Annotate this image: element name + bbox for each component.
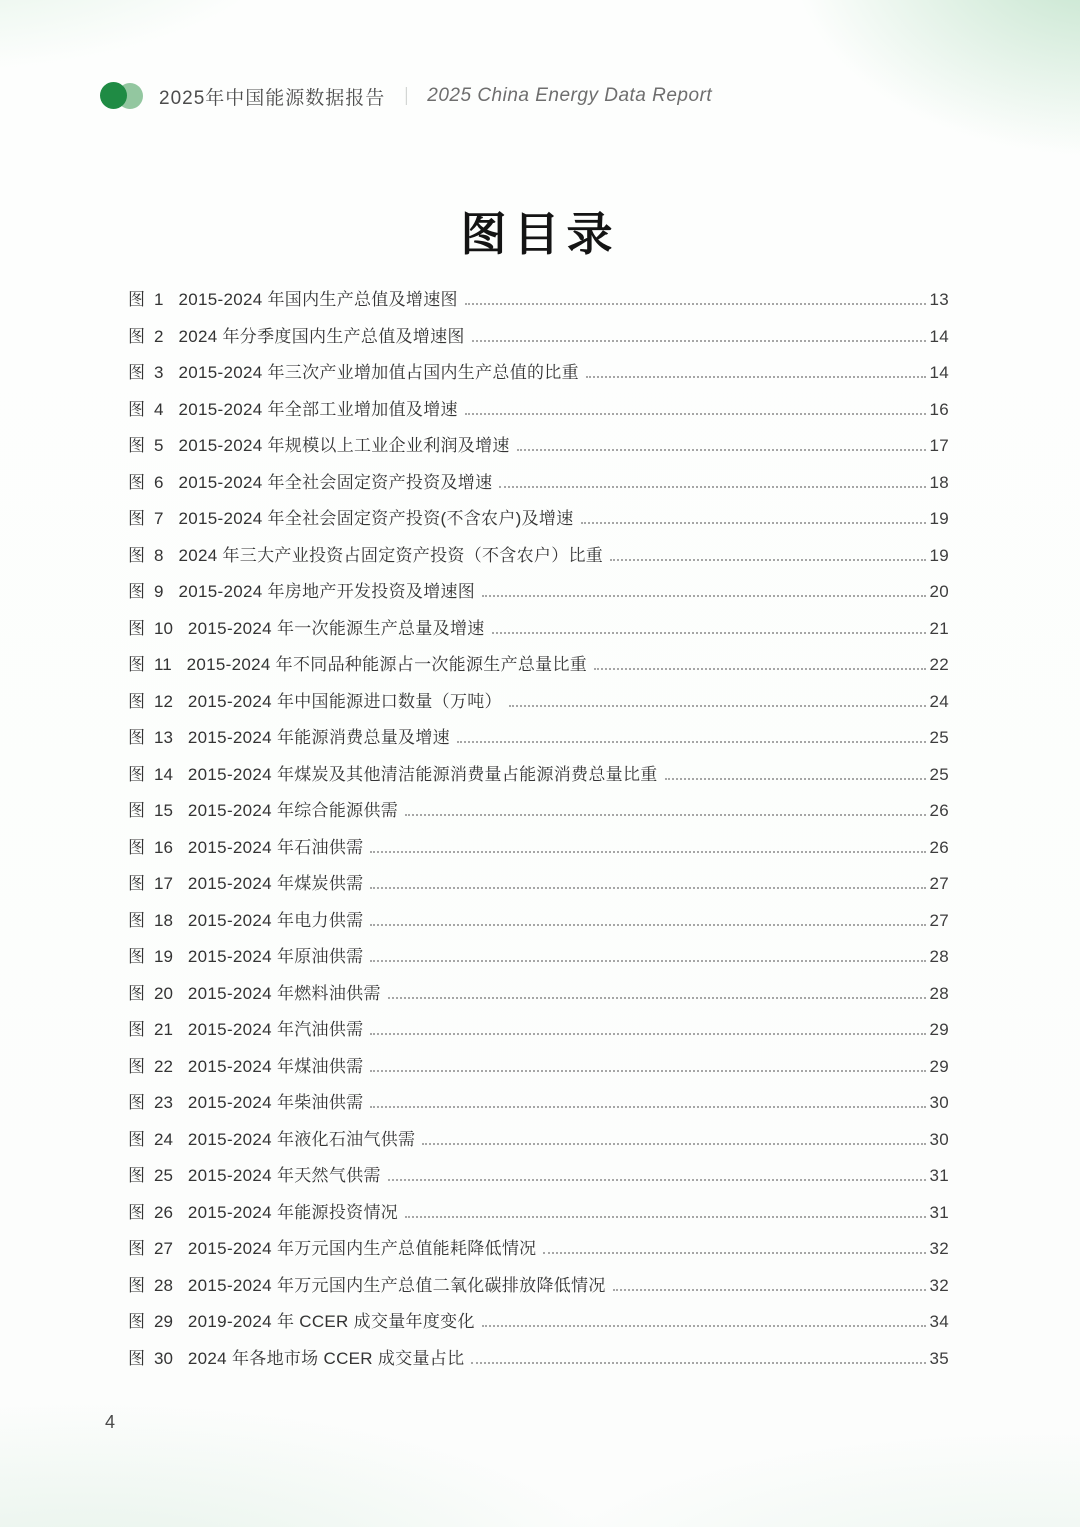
toc-entry-title: 2024 年分季度国内生产总值及增速图	[178, 326, 465, 346]
toc-entry-number: 24	[154, 1129, 173, 1149]
toc-entry-prefix: 图	[128, 728, 145, 747]
toc-entry-number: 13	[154, 728, 173, 747]
report-logo-icon	[100, 82, 144, 110]
toc-entry-prefix: 图	[128, 509, 145, 528]
toc-entry-page-number: 29	[929, 1056, 949, 1076]
toc-entry	[128, 757, 949, 794]
toc-entry-prefix: 图	[128, 1056, 145, 1076]
toc-entry	[128, 647, 949, 684]
dot-leader	[472, 340, 927, 342]
toc-entry-title: 2015-2024 年三次产业增加值占国内生产总值的比重	[178, 363, 579, 382]
toc-entry-prefix: 图	[128, 399, 145, 419]
toc-entry	[128, 611, 949, 648]
toc-entry-page-number: 17	[929, 436, 949, 455]
toc-entry-page-number: 25	[929, 728, 949, 747]
toc-entry-title: 2015-2024 年能源消费总量及增速	[187, 728, 450, 747]
toc-entry-title: 2015-2024 年煤炭及其他清洁能源消费量占能源消费总量比重	[187, 764, 658, 784]
toc-entry-title: 2015-2024 年规模以上工业企业利润及增速	[178, 436, 510, 455]
toc-entry-prefix: 图	[128, 1239, 145, 1258]
toc-entry-prefix: 图	[128, 764, 145, 784]
dot-leader	[370, 1033, 926, 1035]
dot-leader	[370, 1106, 926, 1108]
toc-entry	[128, 1049, 949, 1086]
dot-leader	[509, 705, 927, 707]
toc-entry	[128, 830, 949, 867]
toc-entry-title: 2015-2024 年液化石油气供需	[187, 1129, 416, 1149]
toc-entry-page-number: 28	[929, 947, 949, 966]
toc-entry-prefix: 图	[128, 326, 145, 346]
toc-entry-title: 2015-2024 年天然气供需	[187, 1166, 381, 1185]
toc-entry-prefix: 图	[128, 947, 145, 966]
toc-entry-number: 10	[154, 618, 173, 638]
dot-leader	[405, 814, 926, 816]
toc-entry-number: 12	[154, 691, 173, 711]
toc-entry-prefix: 图	[128, 910, 145, 930]
toc-entry-number: 17	[154, 874, 173, 893]
dot-leader	[586, 376, 927, 378]
toc-entry-page-number: 34	[929, 1312, 949, 1331]
toc-entry-page-number: 24	[929, 691, 949, 711]
toc-entry-number: 29	[154, 1312, 173, 1331]
dot-leader	[465, 303, 927, 305]
toc-entry	[128, 1158, 949, 1195]
toc-entry-page-number: 30	[929, 1129, 949, 1149]
toc-entry	[128, 355, 949, 392]
toc-entry-page-number: 29	[929, 1020, 949, 1039]
toc-entry-number: 18	[154, 910, 173, 930]
toc-entry-page-number: 27	[929, 874, 949, 893]
dot-leader	[370, 851, 926, 853]
toc-entry-number: 21	[154, 1020, 173, 1039]
toc-entry-prefix: 图	[128, 1166, 145, 1185]
dot-leader	[581, 522, 927, 524]
dot-leader	[482, 595, 926, 597]
dot-leader	[482, 1325, 927, 1327]
toc-entry-title: 2015-2024 年全部工业增加值及增速	[178, 399, 458, 419]
toc-entry-title: 2015-2024 年中国能源进口数量（万吨）	[187, 691, 502, 711]
toc-entry	[128, 793, 949, 830]
toc-entry-number: 25	[154, 1166, 173, 1185]
dot-leader	[388, 1179, 927, 1181]
logo-dark-circle-icon	[100, 82, 127, 109]
toc-entry	[128, 392, 949, 429]
dot-leader	[492, 632, 927, 634]
toc-entry-page-number: 28	[929, 983, 949, 1003]
toc-entry	[128, 465, 949, 502]
toc-entry	[128, 1231, 949, 1268]
dot-leader	[388, 997, 927, 999]
toc-entry-number: 28	[154, 1275, 173, 1295]
report-header	[100, 82, 712, 110]
toc-entry-prefix: 图	[128, 801, 145, 820]
toc-entry-title: 2015-2024 年燃料油供需	[187, 983, 381, 1003]
toc-entry-page-number: 26	[929, 801, 949, 820]
page-title: 图目录	[460, 208, 620, 260]
toc-entry-page-number: 31	[929, 1202, 949, 1222]
toc-entry-page-number: 32	[929, 1275, 949, 1295]
toc-entry-prefix: 图	[128, 1129, 145, 1149]
dot-leader	[543, 1252, 926, 1254]
header-separator: ｜	[397, 87, 416, 107]
dot-leader	[594, 668, 926, 670]
toc-entry	[128, 574, 949, 611]
toc-entry-number: 1	[154, 290, 164, 309]
toc-entry-number: 2	[154, 326, 164, 346]
toc-entry-page-number: 21	[929, 618, 949, 638]
toc-entry	[128, 976, 949, 1013]
dot-leader	[471, 1362, 926, 1364]
dot-leader	[405, 1216, 926, 1218]
toc-entry-title: 2019-2024 年 CCER 成交量年度变化	[187, 1312, 475, 1331]
dot-leader	[665, 778, 927, 780]
toc-entry-title: 2015-2024 年一次能源生产总量及增速	[187, 618, 485, 638]
toc-entry-prefix: 图	[128, 983, 145, 1003]
toc-entry-prefix: 图	[128, 837, 145, 857]
toc-entry-number: 22	[154, 1056, 173, 1076]
toc-entry	[128, 282, 949, 319]
toc-entry-number: 14	[154, 764, 173, 784]
toc-entry	[128, 428, 949, 465]
dot-leader	[370, 924, 926, 926]
report-title-en: 2025 China Energy Data Report	[427, 85, 713, 106]
dot-leader	[499, 486, 926, 488]
toc-entry-prefix: 图	[128, 363, 145, 382]
toc-entry-title: 2015-2024 年煤油供需	[187, 1056, 364, 1076]
toc-entry-prefix: 图	[128, 1093, 145, 1112]
toc-entry	[128, 1085, 949, 1122]
toc-entry-number: 26	[154, 1202, 173, 1222]
toc-entry	[128, 501, 949, 538]
toc-entry-title: 2015-2024 年全社会固定资产投资(不含农户)及增速	[178, 509, 574, 528]
dot-leader	[613, 1289, 927, 1291]
toc-entry	[128, 939, 949, 976]
toc-entry-page-number: 19	[929, 509, 949, 528]
dot-leader	[465, 413, 927, 415]
toc-entry-title: 2015-2024 年汽油供需	[187, 1020, 364, 1039]
toc-entry-number: 8	[154, 545, 164, 565]
toc-entry-page-number: 14	[929, 363, 949, 382]
toc-entry-prefix: 图	[128, 691, 145, 711]
toc-entry	[128, 1195, 949, 1232]
toc-entry-title: 2015-2024 年石油供需	[187, 837, 364, 857]
toc-entry-prefix: 图	[128, 1202, 145, 1222]
footer-page-number: 4	[105, 1412, 116, 1432]
toc-entry-title: 2015-2024 年能源投资情况	[187, 1202, 399, 1222]
toc-entry-prefix: 图	[128, 1348, 145, 1368]
toc-entry-prefix: 图	[128, 874, 145, 893]
toc-entry-number: 5	[154, 436, 164, 455]
report-title-zh: 2025年中国能源数据报告	[159, 87, 386, 109]
toc-entry-number: 9	[154, 582, 164, 601]
toc-entry-number: 30	[154, 1348, 173, 1368]
toc-entry-title: 2015-2024 年万元国内生产总值能耗降低情况	[187, 1239, 537, 1258]
toc-entry-title: 2015-2024 年万元国内生产总值二氧化碳排放降低情况	[187, 1275, 606, 1295]
toc-entry-prefix: 图	[128, 472, 145, 492]
dot-leader	[370, 1070, 926, 1072]
toc-entry-title: 2015-2024 年柴油供需	[187, 1093, 364, 1112]
toc-entry-title: 2024 年三大产业投资占固定资产投资（不含农户）比重	[178, 545, 604, 565]
dot-leader	[457, 741, 927, 743]
toc-entry-page-number: 32	[929, 1239, 949, 1258]
dot-leader	[610, 559, 926, 561]
toc-entry-title: 2015-2024 年综合能源供需	[187, 801, 399, 820]
toc-entry-title: 2015-2024 年煤炭供需	[187, 874, 364, 893]
toc-entry-number: 27	[154, 1239, 173, 1258]
toc-entry-prefix: 图	[128, 582, 145, 601]
toc-entry-prefix: 图	[128, 1020, 145, 1039]
toc-entry-page-number: 13	[929, 290, 949, 309]
toc-entry-page-number: 35	[929, 1348, 949, 1368]
toc-entry	[128, 319, 949, 356]
figure-toc-list	[128, 282, 949, 1377]
toc-entry-number: 20	[154, 983, 173, 1003]
toc-entry-prefix: 图	[128, 545, 145, 565]
toc-entry-page-number: 14	[929, 326, 949, 346]
toc-entry	[128, 1304, 949, 1341]
toc-entry-number: 16	[154, 837, 173, 857]
toc-entry-prefix: 图	[128, 290, 145, 309]
toc-entry-number: 3	[154, 363, 164, 382]
toc-entry-page-number: 18	[929, 472, 949, 492]
toc-entry-title: 2024 年各地市场 CCER 成交量占比	[187, 1348, 465, 1368]
toc-entry	[128, 538, 949, 575]
dot-leader	[517, 449, 927, 451]
toc-entry	[128, 903, 949, 940]
toc-entry-number: 11	[154, 655, 172, 674]
toc-entry	[128, 720, 949, 757]
toc-entry	[128, 1268, 949, 1305]
toc-entry-title: 2015-2024 年国内生产总值及增速图	[178, 290, 458, 309]
toc-entry-page-number: 27	[929, 910, 949, 930]
toc-entry-page-number: 26	[929, 837, 949, 857]
toc-entry-page-number: 30	[929, 1093, 949, 1112]
toc-entry-prefix: 图	[128, 1275, 145, 1295]
toc-entry-title: 2015-2024 年全社会固定资产投资及增速	[178, 472, 493, 492]
toc-entry-number: 6	[154, 472, 164, 492]
toc-entry	[128, 1012, 949, 1049]
toc-entry-number: 4	[154, 399, 164, 419]
toc-entry-number: 15	[154, 801, 173, 820]
toc-entry-number: 19	[154, 947, 173, 966]
toc-entry	[128, 1341, 949, 1378]
toc-entry-page-number: 19	[929, 545, 949, 565]
dot-leader	[422, 1143, 926, 1145]
toc-entry-prefix: 图	[128, 1312, 145, 1331]
toc-entry-title: 2015-2024 年不同品种能源占一次能源生产总量比重	[186, 655, 588, 674]
toc-entry	[128, 866, 949, 903]
dot-leader	[370, 887, 926, 889]
toc-entry-page-number: 20	[929, 582, 949, 601]
toc-entry-prefix: 图	[128, 436, 145, 455]
toc-entry	[128, 684, 949, 721]
toc-entry-title: 2015-2024 年电力供需	[187, 910, 364, 930]
toc-entry-number: 23	[154, 1093, 173, 1112]
toc-entry-title: 2015-2024 年房地产开发投资及增速图	[178, 582, 476, 601]
toc-entry-page-number: 25	[929, 764, 949, 784]
toc-entry-page-number: 31	[929, 1166, 949, 1185]
toc-entry-prefix: 图	[128, 655, 145, 674]
toc-entry-page-number: 22	[929, 655, 949, 674]
toc-entry-number: 7	[154, 509, 164, 528]
toc-entry-title: 2015-2024 年原油供需	[187, 947, 364, 966]
dot-leader	[370, 960, 926, 962]
toc-entry-prefix: 图	[128, 618, 145, 638]
toc-entry	[128, 1122, 949, 1159]
toc-entry-page-number: 16	[929, 399, 949, 419]
